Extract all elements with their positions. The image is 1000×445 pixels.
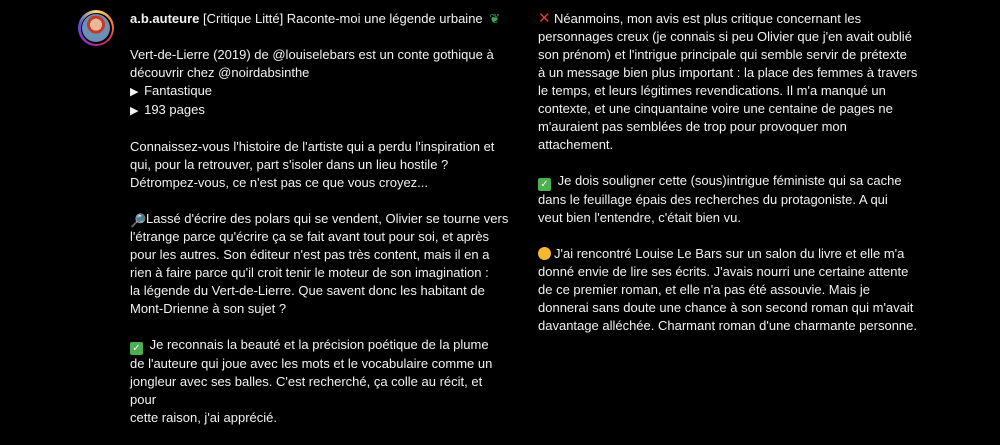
negative-paragraph: ✕ Néanmoins, mon avis est plus critique concernant les personnages creux (je connais si peu Olivier que j'en avait oublié son prénom) et l'intrigue principale qui semble servir de prétexte à un message bien plus important : la place des femmes à travers le temps, et leurs légitimes revendications. Il m'a manqué un contexte, et une cinquantaine voire une centaine de pages ne m'auraient pas semblées de trop pour provoquer mon attachement. [538,10,918,152]
positive-paragraph: ✓ Je dois souligner cette (sous)intrigue féministe qui sa cache dans le feuillage épais des recherches du protagoniste. A qui veut bien l'entendre, c'était bien vu. [538,173,902,225]
arrow-right-icon: ▶ [130,86,139,98]
avatar[interactable] [78,10,114,46]
intro-paragraph: Connaissez-vous l'histoire de l'artiste qui a perdu l'inspiration et qui, pour la retrouver, part s'isoler dans un lieu hostile ? Détrompez-vous, ce n'est pas ce que vous croyez... [130,139,495,190]
pushpin-icon: 🔎 [130,213,147,228]
username-link[interactable]: a.b.auteure [130,11,200,26]
book-line: découvrir chez @noirdabsinthe [130,65,310,80]
smile-icon [538,247,551,260]
leaf-icon: ❦ [489,11,501,26]
post-caption-left-column [130,10,510,445]
check-mark-icon: ✓ [538,178,551,191]
summary-paragraph: 🔎Lassé d'écrire des polars qui se vendent, Olivier se tourne vers l'étrange parce qu'écrire ça se fait avant tout pour soi, et après pour les autres. Son éditeur n'est pas très content, mais il en a rien à faire parce qu'il croit tenir le moteur de son imagination : la légende du Vert-de-Lierre. Que savent donc les habitant de Mont-Drienne à son sujet ? [130,211,509,316]
book-info [130,46,510,120]
book-line: Vert-de-Lierre (2019) de @louiselebars est un conte gothique à [130,47,494,62]
check-mark-icon: ✓ [130,342,143,355]
caption-header [130,10,510,28]
genre-line: ▶ Fantastique [130,83,213,98]
post-header-text: [Critique Litté] Raconte-moi une légende urbaine [202,11,483,26]
conclusion-paragraph: J'ai rencontré Louise Le Bars sur un salon du livre et elle m'a donné envie de lire ses écrits. J'avais nourri une certaine attente de ce premier roman, et elle n'a pas été assouvie. Mais je donnerai sans doute une chance à son second roman qui m'avait davantage alléchée. Charmant roman d'une charmante personne. [538,246,917,333]
post-caption-right-column [538,10,948,353]
pages-line: ▶ 193 pages [130,102,205,117]
avatar-photo [82,14,110,42]
positive-paragraph: ✓ Je reconnais la beauté et la précision poétique de la plume de l'auteure qui joue avec les mots et le vocabulaire comme un jongleur avec ses balles. C'est recherché, ça colle au récit, et pour cette raison, j'ai apprécié. [130,337,493,425]
cross-mark-icon: ✕ [538,10,551,27]
arrow-right-icon: ▶ [130,105,139,117]
